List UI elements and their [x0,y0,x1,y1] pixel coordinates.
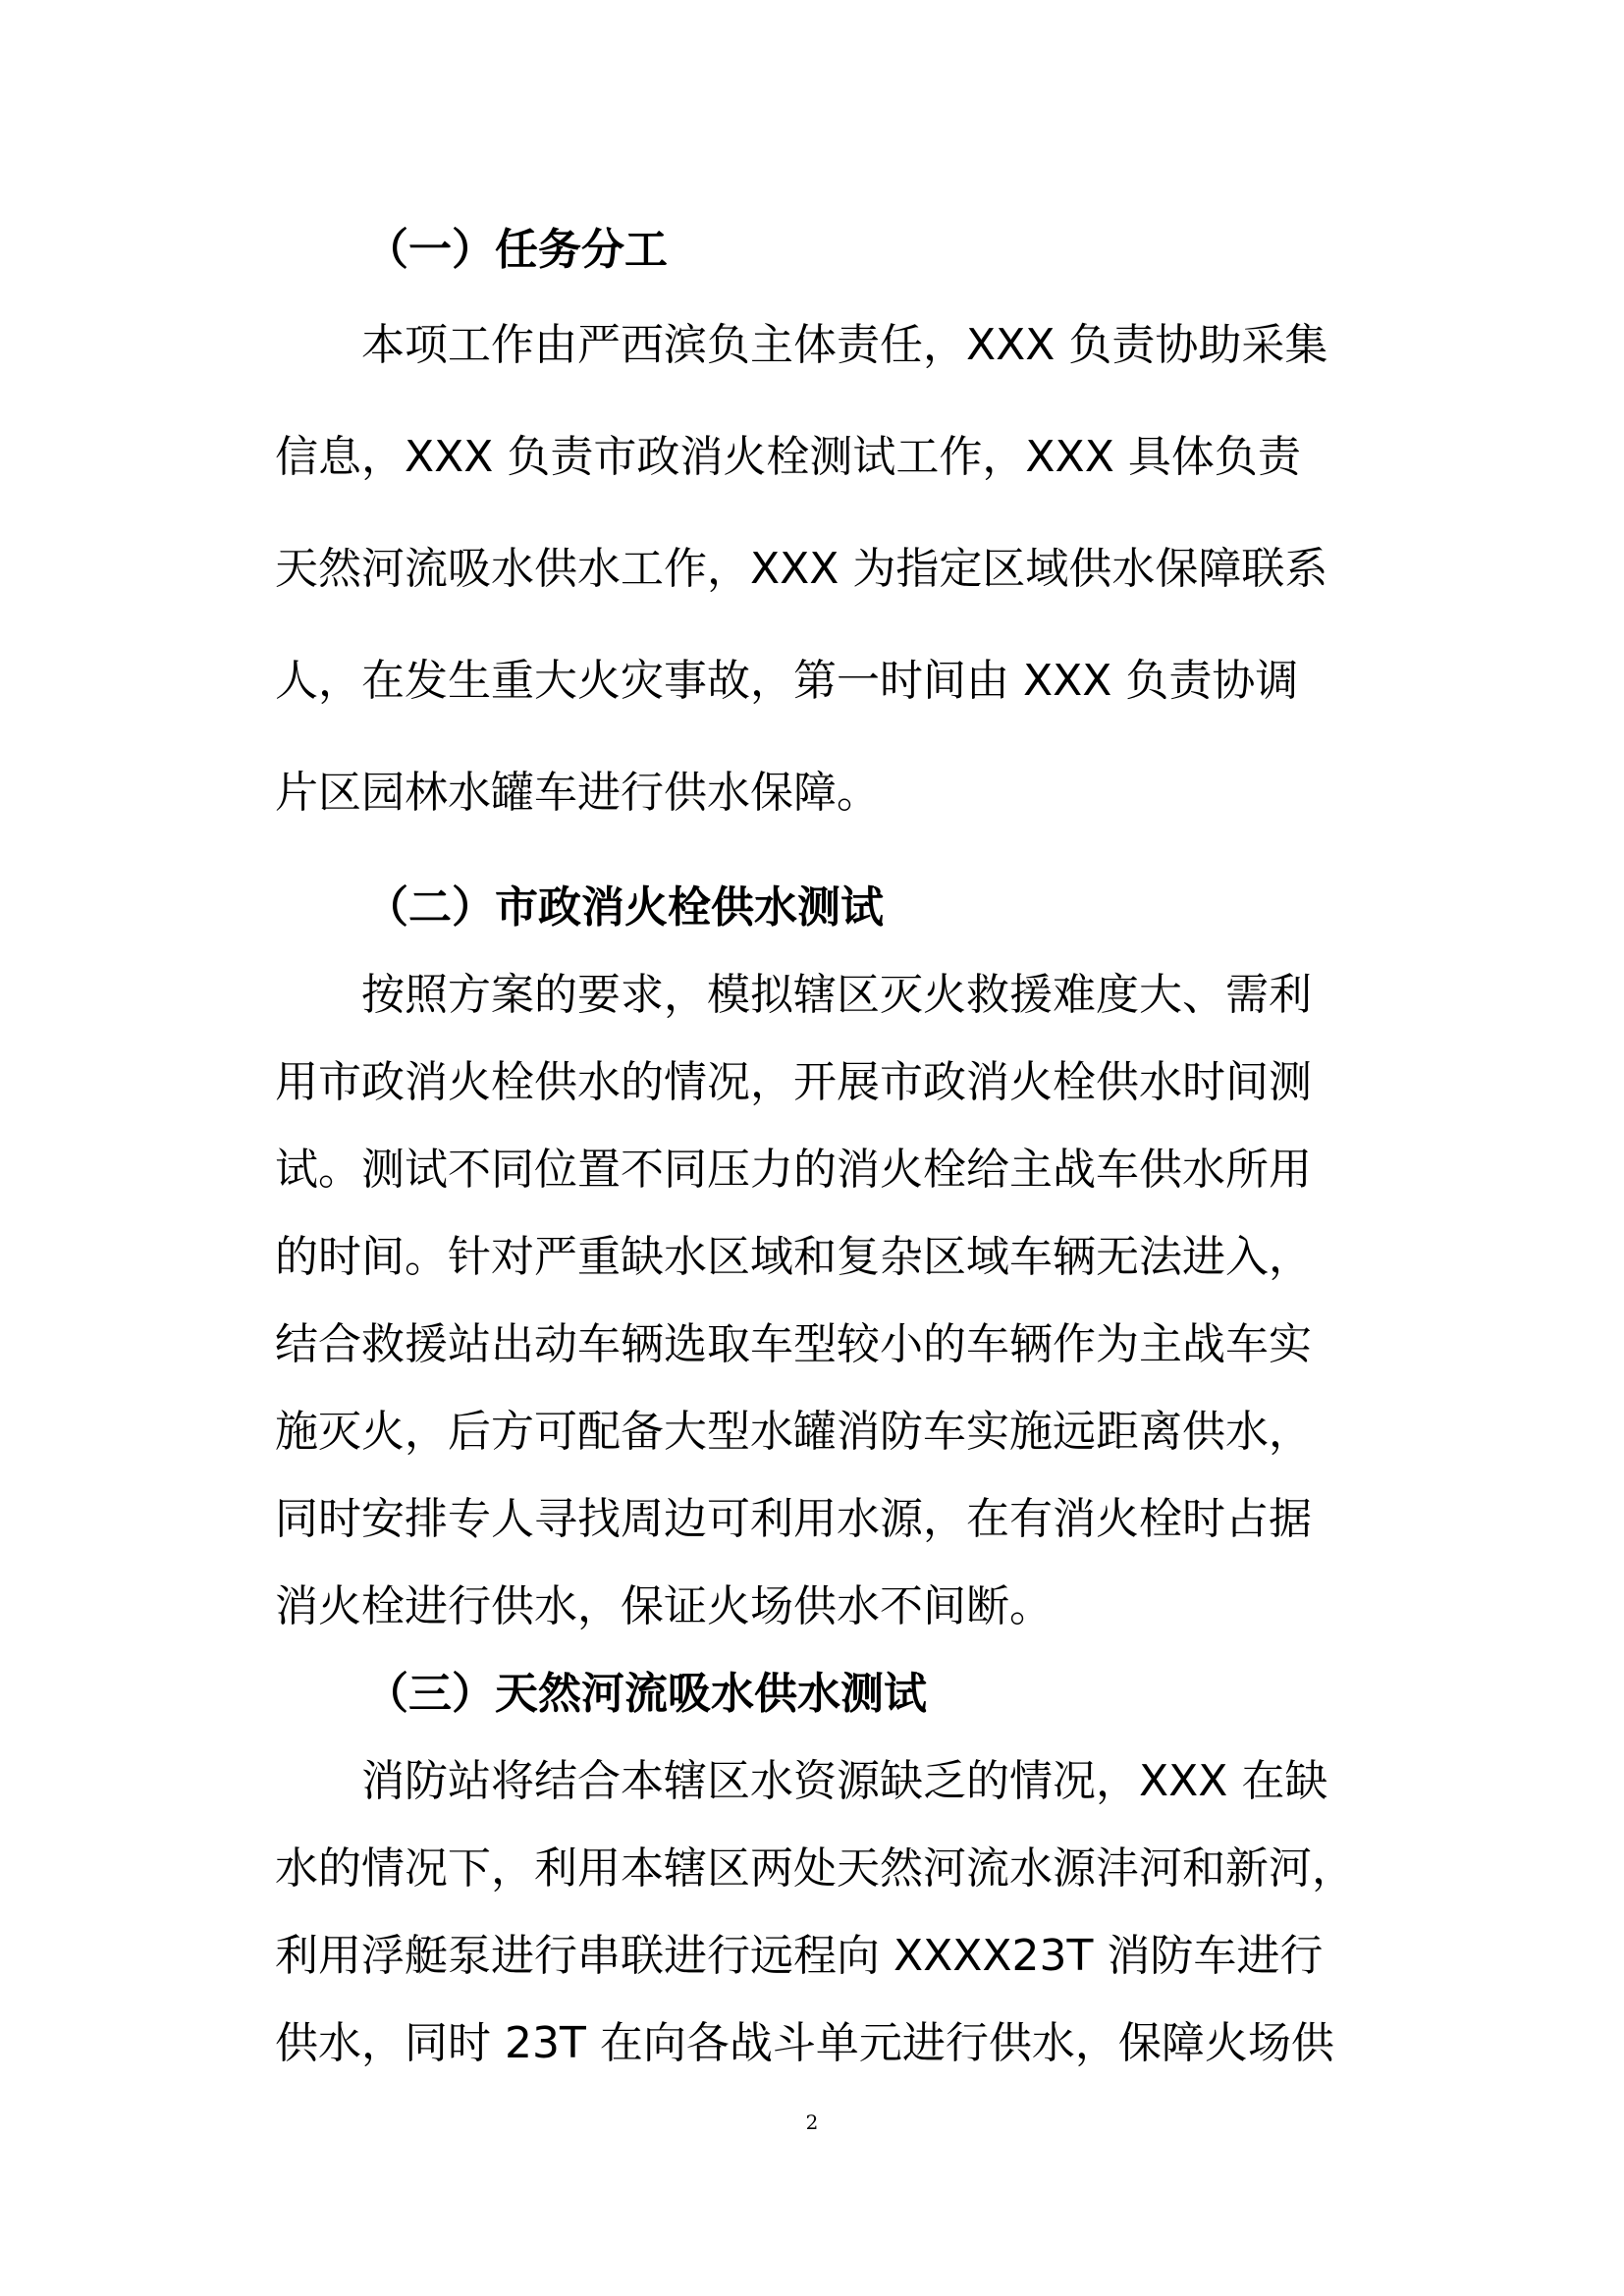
section-1-line-1: 本项工作由严西滨负主体责任，XXX 负责协助采集 [361,320,1328,370]
section-3-line-2: 水的情况下，利用本辖区两处天然河流水源沣河和新河， [275,1843,1355,1894]
section-1-line-2: 信息，XXX 负责市政消火栓测试工作，XXX 具体负责 [275,432,1301,482]
section-2-line-3: 试。测试不同位置不同压力的消火栓给主战车供水所用 [275,1145,1312,1195]
section-2-line-8: 消火栓进行供水，保证火场供水不间断。 [275,1581,1053,1631]
section-2-line-4: 的时间。针对严重缺水区域和复杂区域车辆无法进入， [275,1232,1312,1282]
section-3-line-1: 消防站将结合本辖区水资源缺乏的情况，XXX 在缺 [361,1756,1328,1806]
section-2-line-6: 施灭火，后方可配备大型水罐消防车实施远距离供水， [275,1407,1312,1457]
section-2-heading: （二）市政消火栓供水测试 [365,882,884,933]
section-3-line-4: 供水，同时 23T 在向各战斗单元进行供水，保障火场供 [275,2018,1334,2068]
section-2-line-2: 用市政消火栓供水的情况，开展市政消火栓供水时间测 [275,1057,1312,1107]
section-3-heading: （三）天然河流吸水供水测试 [365,1669,927,1719]
section-1-heading: （一）任务分工 [365,225,668,275]
section-1-line-4: 人，在发生重大火灾事故，第一时间由 XXX 负责协调 [275,656,1299,706]
section-1-line-3: 天然河流吸水供水工作，XXX 为指定区域供水保障联系 [275,544,1328,594]
section-2-line-7: 同时安排专人寻找周边可利用水源，在有消火栓时占据 [275,1494,1312,1544]
page-number: 2 [805,2110,819,2134]
section-1-line-5: 片区园林水罐车进行供水保障。 [275,768,880,818]
section-2-line-1: 按照方案的要求，模拟辖区灭火救援难度大、需利 [361,970,1312,1020]
section-2-line-5: 结合救援站出动车辆选取车型较小的车辆作为主战车实 [275,1319,1312,1369]
section-3-line-3: 利用浮艇泵进行串联进行远程向 XXXX23T 消防车进行 [275,1931,1324,1981]
